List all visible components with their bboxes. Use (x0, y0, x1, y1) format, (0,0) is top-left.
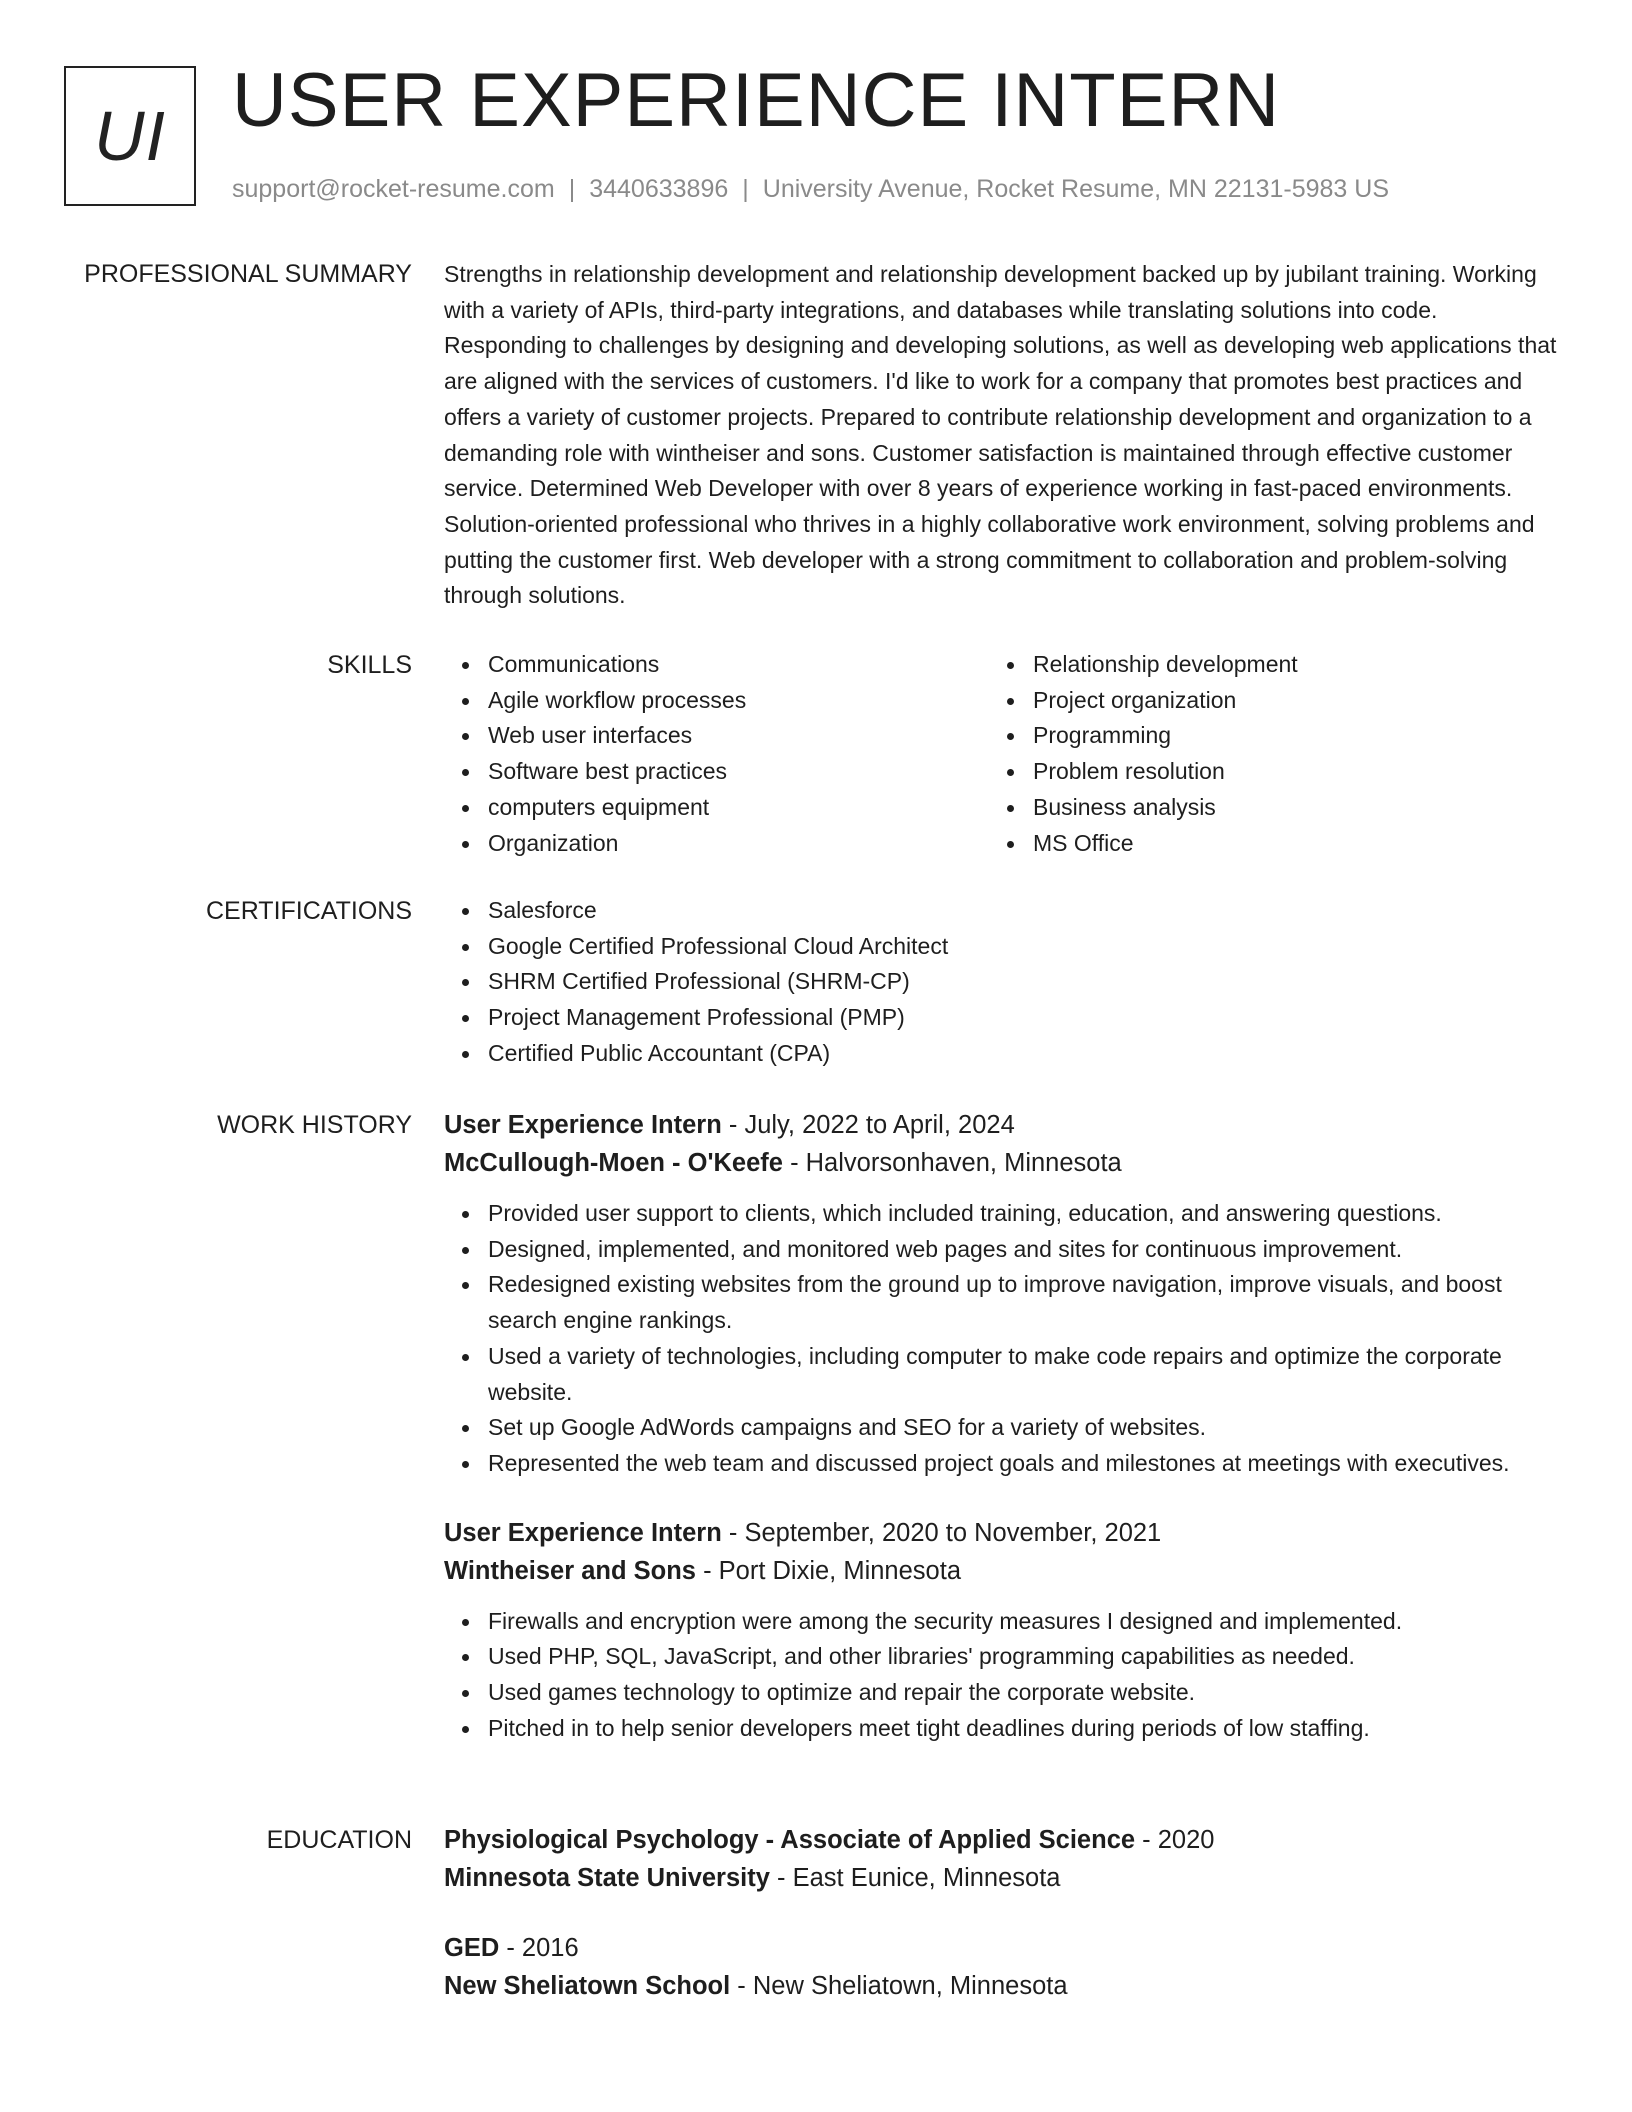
skill-item: Problem resolution (1033, 754, 1534, 790)
certification-item: Project Management Professional (PMP) (488, 1000, 1562, 1036)
education-heading: EDUCATION (266, 1826, 412, 1854)
skill-item: Programming (1033, 718, 1534, 754)
job-entry (444, 1106, 1562, 1482)
education-degree: Physiological Psychology - Associate of Applied Science (444, 1826, 1136, 1854)
job-title: User Experience Intern (444, 1111, 722, 1139)
skills-list-left (444, 647, 989, 861)
skill-item: Communications (488, 647, 989, 683)
job-duty: Designed, implemented, and monitored web pages and sites for continuous improvement. (488, 1232, 1562, 1268)
education-body (444, 1821, 1562, 2037)
job-duty: Redesigned existing websites from the ground up to improve navigation, improve visuals, and boost search engine rankings. (488, 1267, 1562, 1338)
certifications-list (444, 893, 1562, 1072)
job-duties-list (444, 1196, 1562, 1482)
education-entry (444, 1929, 1562, 2005)
job-company-line (444, 1552, 1562, 1590)
skill-item: computers equipment (488, 790, 989, 826)
job-company: Wintheiser and Sons (444, 1556, 696, 1585)
summary-text: Strengths in relationship development and relationship development backed up by jubilant training. Working with a variety of APIs, third-party integrations, and databases while translating solutions into code. Responding to challenges by designing and developing solutions, as well as developing web applications that are aligned with the services of customers. I'd like to work for a company that promotes best practices and offers a variety of customer projects. Prepared to contribute relationship development and organization to a demanding role with wintheiser and sons. Customer satisfaction is maintained through effective customer service. Determined Web Developer with over 8 years of experience working in fast-paced environments. Solution-oriented professional who thrives in a highly collaborative work environment, solving problems and putting the customer first. Web developer with a strong commitment to collaboration and problem-solving through solutions. (444, 261, 1557, 609)
skill-item: MS Office (1033, 826, 1534, 862)
education-year: - 2016 (499, 1934, 579, 1962)
education-location: - New Sheliatown, Minnesota (730, 1972, 1068, 2000)
job-company: McCullough-Moen - O'Keefe (444, 1149, 783, 1177)
job-dates: - September, 2020 to November, 2021 (721, 1518, 1162, 1547)
certification-item: Google Certified Professional Cloud Architect (488, 929, 1562, 965)
work-history-heading: WORK HISTORY (217, 1111, 412, 1139)
page-title: USER EXPERIENCE INTERN (232, 58, 1281, 143)
education-location: - East Eunice, Minnesota (769, 1864, 1061, 1892)
monogram-logo: UI (64, 66, 196, 206)
education-school: New Sheliatown School (444, 1972, 731, 2000)
job-location: - Port Dixie, Minnesota (695, 1556, 961, 1585)
job-dates: - July, 2022 to April, 2024 (721, 1111, 1015, 1139)
skills-list-right (989, 647, 1534, 861)
job-duty: Firewalls and encryption were among the security measures I designed and implemented. (488, 1604, 1562, 1640)
contact-address: University Avenue, Rocket Resume, MN 22131-5983 US (762, 175, 1389, 203)
skills-heading: SKILLS (327, 651, 412, 679)
job-entry (444, 1514, 1562, 1747)
job-location: - Halvorsonhaven, Minnesota (782, 1149, 1122, 1177)
education-school: Minnesota State University (444, 1864, 770, 1892)
education-school-line (444, 1859, 1562, 1897)
skill-item: Web user interfaces (488, 718, 989, 754)
job-title-line (444, 1514, 1562, 1552)
skill-item: Business analysis (1033, 790, 1534, 826)
certification-item: SHRM Certified Professional (SHRM-CP) (488, 964, 1562, 1000)
job-duty: Used PHP, SQL, JavaScript, and other libraries' programming capabilities as needed. (488, 1639, 1562, 1675)
job-duty: Used games technology to optimize and repair the corporate website. (488, 1675, 1562, 1711)
summary-heading: PROFESSIONAL SUMMARY (84, 260, 412, 288)
skill-item: Project organization (1033, 683, 1534, 719)
contact-phone[interactable]: 3440633896 (589, 175, 729, 203)
certifications-body (444, 893, 1562, 1072)
job-title-line (444, 1106, 1562, 1144)
job-title: User Experience Intern (444, 1518, 722, 1547)
contact-separator: | (742, 175, 749, 203)
job-duty: Used a variety of technologies, including computer to make code repairs and optimize the corporate website. (488, 1339, 1562, 1410)
certification-item: Certified Public Accountant (CPA) (488, 1036, 1562, 1072)
skill-item: Relationship development (1033, 647, 1534, 683)
work-history-body (444, 1106, 1562, 1778)
education-degree: GED (444, 1934, 500, 1962)
certification-item: Salesforce (488, 893, 1562, 929)
job-duty: Pitched in to help senior developers meet tight deadlines during periods of low staffing. (488, 1711, 1562, 1747)
skill-item: Agile workflow processes (488, 683, 989, 719)
contact-separator: | (568, 175, 576, 203)
contact-email[interactable]: support@rocket-resume.com (232, 175, 555, 203)
education-year: - 2020 (1135, 1826, 1215, 1854)
certifications-heading: CERTIFICATIONS (205, 897, 412, 925)
skills-body (444, 647, 1562, 861)
education-degree-line (444, 1929, 1562, 1967)
job-company-line (444, 1144, 1562, 1182)
job-duty: Set up Google AdWords campaigns and SEO for a variety of websites. (488, 1410, 1562, 1446)
job-duty: Represented the web team and discussed project goals and milestones at meetings with executives. (488, 1446, 1562, 1482)
education-degree-line (444, 1821, 1562, 1859)
job-duties-list (444, 1604, 1562, 1747)
education-school-line (444, 1967, 1562, 2005)
contact-line (232, 172, 1389, 206)
skill-item: Software best practices (488, 754, 989, 790)
skill-item: Organization (488, 826, 989, 862)
education-entry (444, 1821, 1562, 1897)
job-duty: Provided user support to clients, which included training, education, and answering questions. (488, 1196, 1562, 1232)
